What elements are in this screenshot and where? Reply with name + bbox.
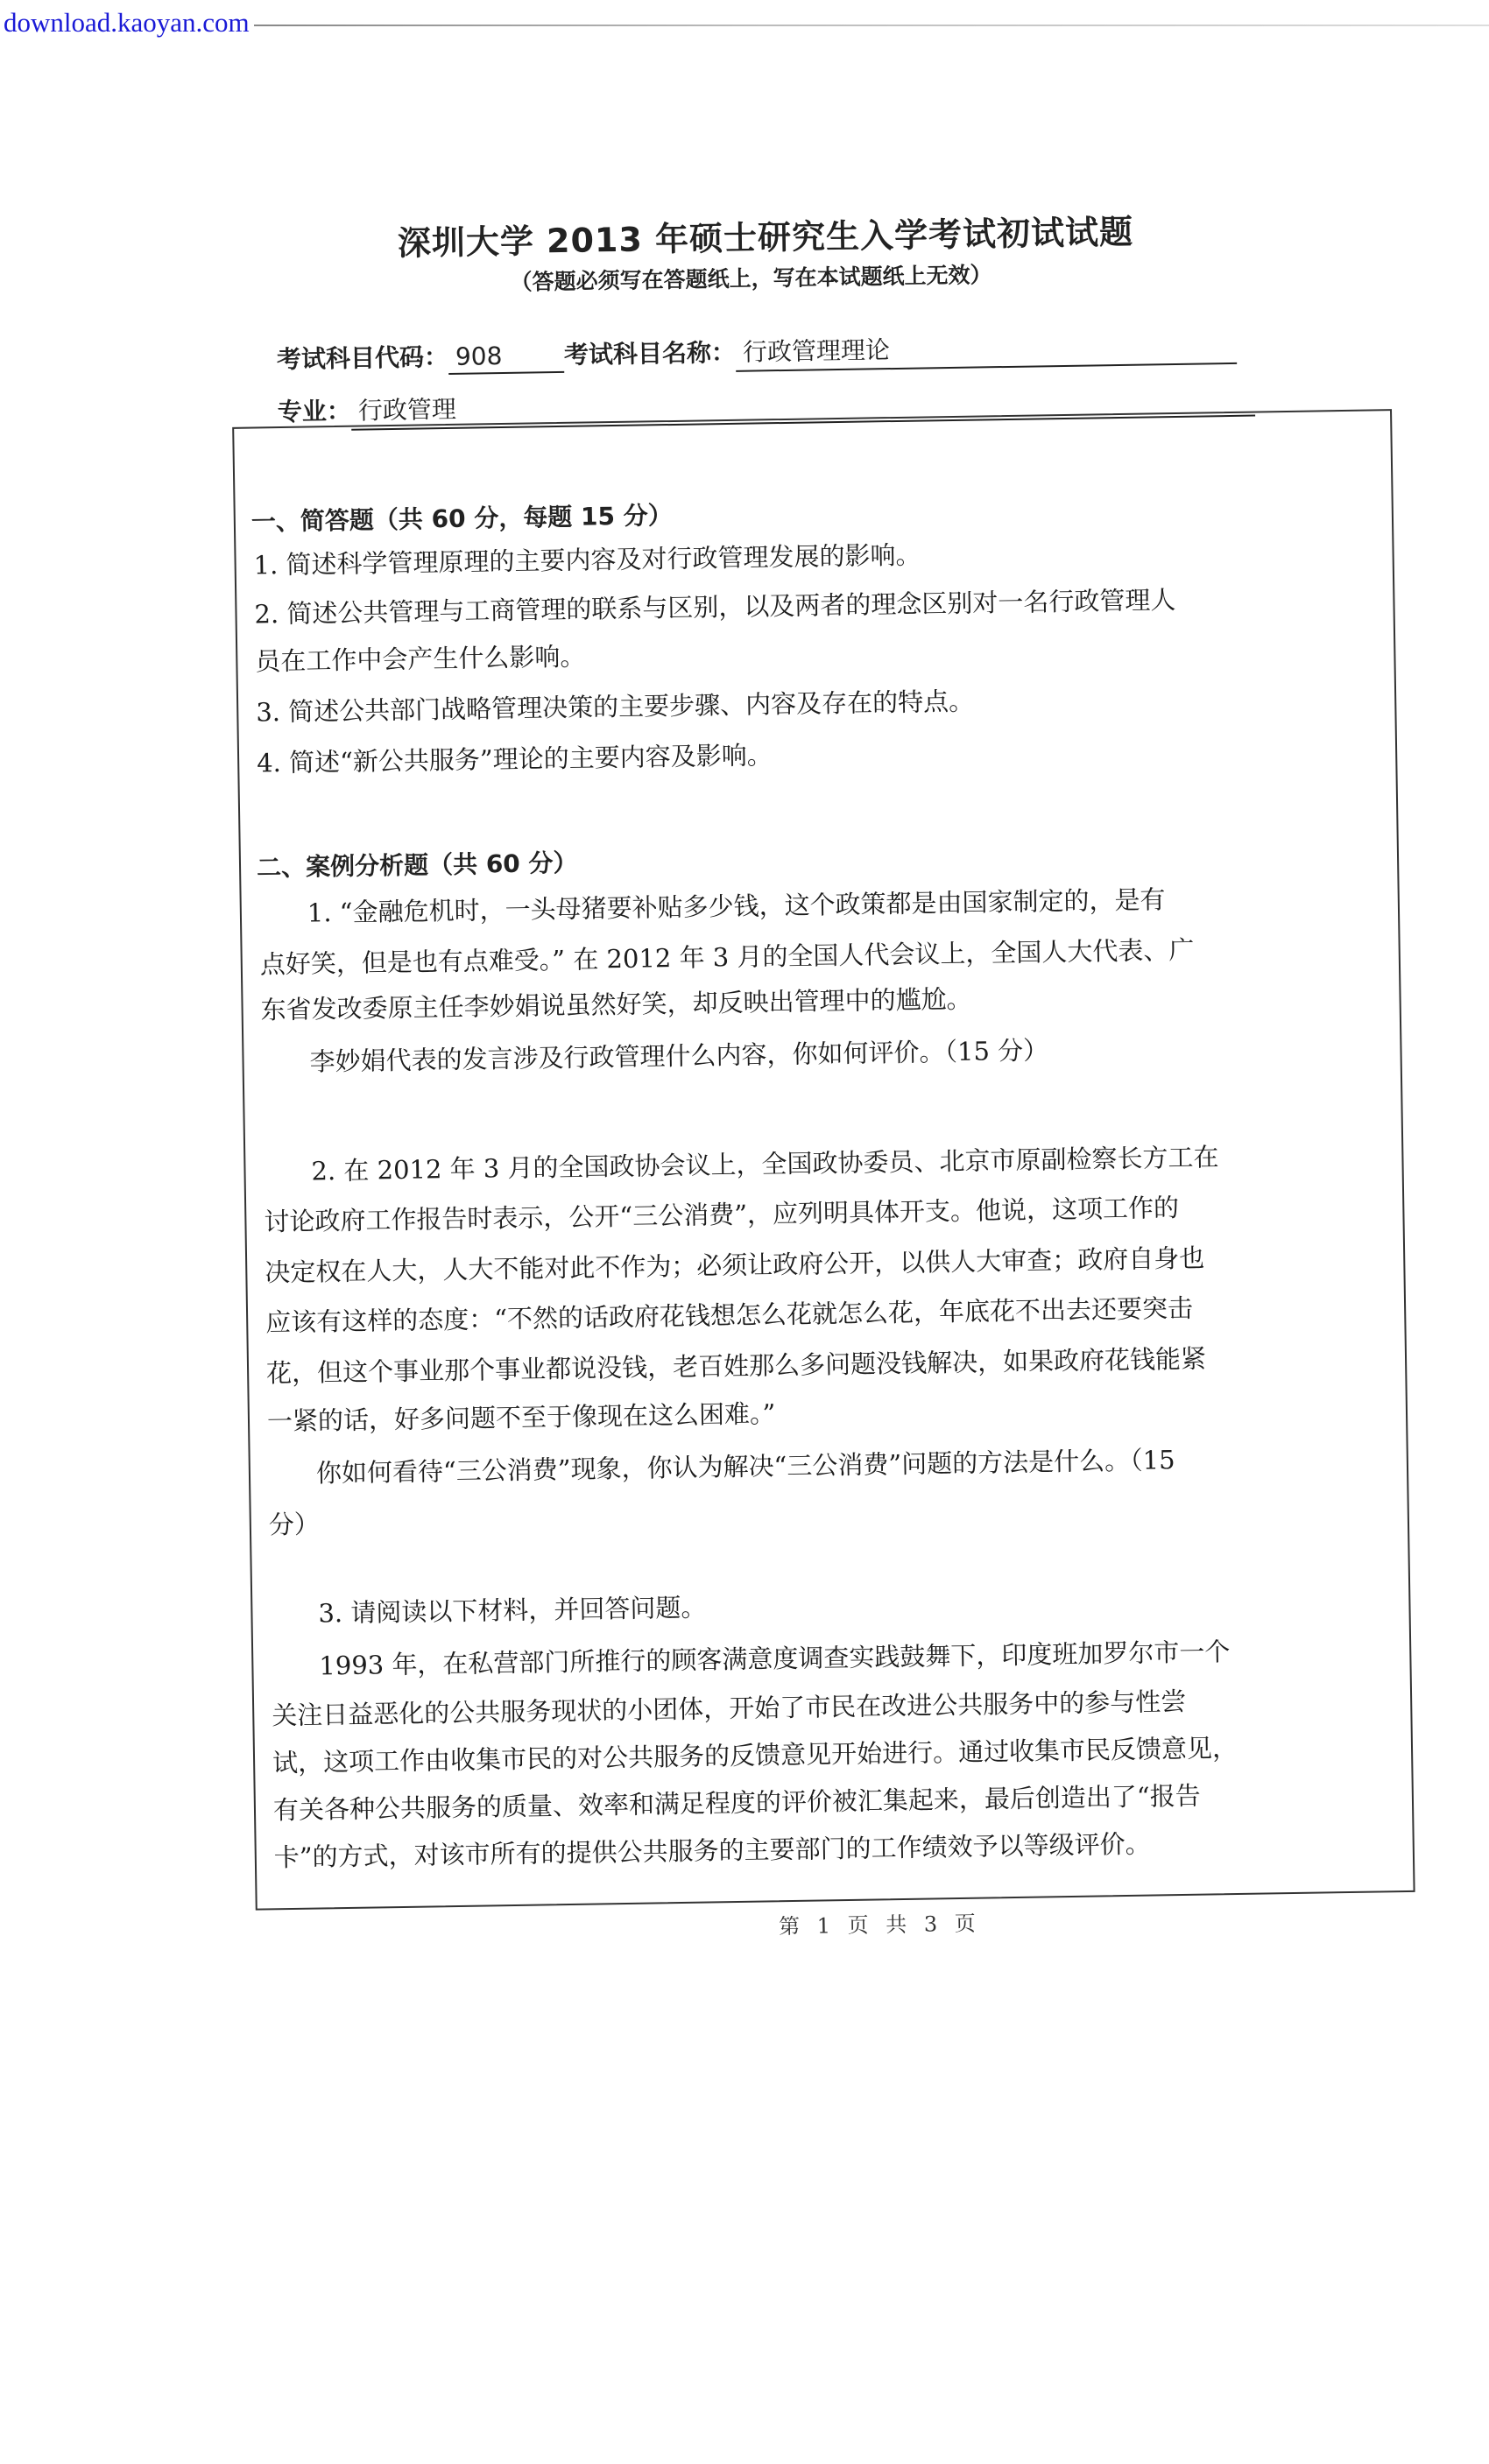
question-line: 4. 简述“新公共服务”理论的主要内容及影响。 [256,740,773,778]
subject-name-value: 行政管理理论 [736,326,1238,372]
case-line: 一紧的话，好多问题不至于像现在这么困难。” [266,1398,776,1437]
case-question: 分） [268,1509,321,1540]
subject-name-label: 考试科目名称： [563,337,737,370]
case-question: 李妙娟代表的发言涉及行政管理什么内容，你如何评价。（15 分） [309,1035,1049,1077]
case-line: 点好笑，但是也有点难受。” 在 2012 年 3 月的全国人代会议上，全国人大代表、广 [259,934,1195,980]
section-heading-short-answer: 一、简答题（共 60 分，每题 15 分） [251,500,674,537]
question-line: 3. 简述公共部门战略管理决策的主要步骤、内容及存在的特点。 [256,686,975,728]
subject-info-row [277,326,1238,379]
case-line: 2. 在 2012 年 3 月的全国政协会议上，全国政协委员、北京市原副检察长方工在 [311,1142,1219,1186]
case-line: 花，但这个事业那个事业都说没钱，老百姓那么多问题没钱解决，如果政府花钱能紧 [265,1343,1207,1389]
question-line: 1. 简述科学管理原理的主要内容及对行政管理发展的影响。 [253,539,921,581]
major-label: 专业： [277,396,352,427]
subject-code-value: 908 [448,341,565,375]
case-line: 卡”的方式，对该市所有的提供公共服务的主要部门的工作绩效予以等级评价。 [273,1828,1151,1873]
case-question: 你如何看待“三公消费”现象，你认为解决“三公消费”问题的方法是什么。（15 [315,1445,1175,1489]
case-line: 试，这项工作由收集市民的对公共服务的反馈意见开始进行。通过收集市民反馈意见， [272,1733,1238,1778]
case-line: 决定权在人大，人大不能对此不作为；必须让政府公开，以供人大审查；政府自身也 [265,1243,1205,1288]
case-line: 应该有这样的态度：“不然的话政府花钱想怎么花就怎么花，年底花不出去还要突击 [265,1292,1194,1338]
case-line: 1. “金融危机时，一头母猪要补贴多少钱，这个政策都是由国家制定的，是有 [307,884,1166,928]
question-line: 员在工作中会产生什么影响。 [255,641,586,677]
case-line: 3. 请阅读以下材料，并回答问题。 [318,1592,707,1629]
page-number: 第 1 页 共 3 页 [778,1911,982,1940]
watermark-link[interactable]: download.kaoyan.com [4,7,250,38]
question-line: 2. 简述公共管理与工商管理的联系与区别，以及两者的理念区别对一名行政管理人 [254,584,1176,630]
page-subtitle: （答题必须写在答题纸上，写在本试题纸上无效） [510,262,992,295]
major-value: 行政管理 [351,378,1256,431]
section-heading-case-analysis: 二、案例分析题（共 60 分） [256,848,578,883]
case-line: 东省发改委原主任李妙娟说虽然好笑，却反映出管理中的尴尬。 [260,983,972,1025]
subject-code-label: 考试科目代码： [276,341,449,375]
case-line: 讨论政府工作报告时表示，公开“三公消费”，应列明具体开支。他说，这项工作的 [264,1193,1180,1237]
page-title: 深圳大学 2013 年硕士研究生入学考试初试试题 [397,212,1134,263]
case-line: 关注日益恶化的公共服务现状的小团体，开始了市民在改进公共服务中的参与性尝 [272,1686,1187,1731]
case-line: 1993 年，在私营部门所推行的顾客满意度调查实践鼓舞下，印度班加罗尔市一个 [319,1637,1231,1681]
case-line: 有关各种公共服务的质量、效率和满足程度的评价被汇集起来，最后创造出了“报告 [272,1780,1201,1826]
